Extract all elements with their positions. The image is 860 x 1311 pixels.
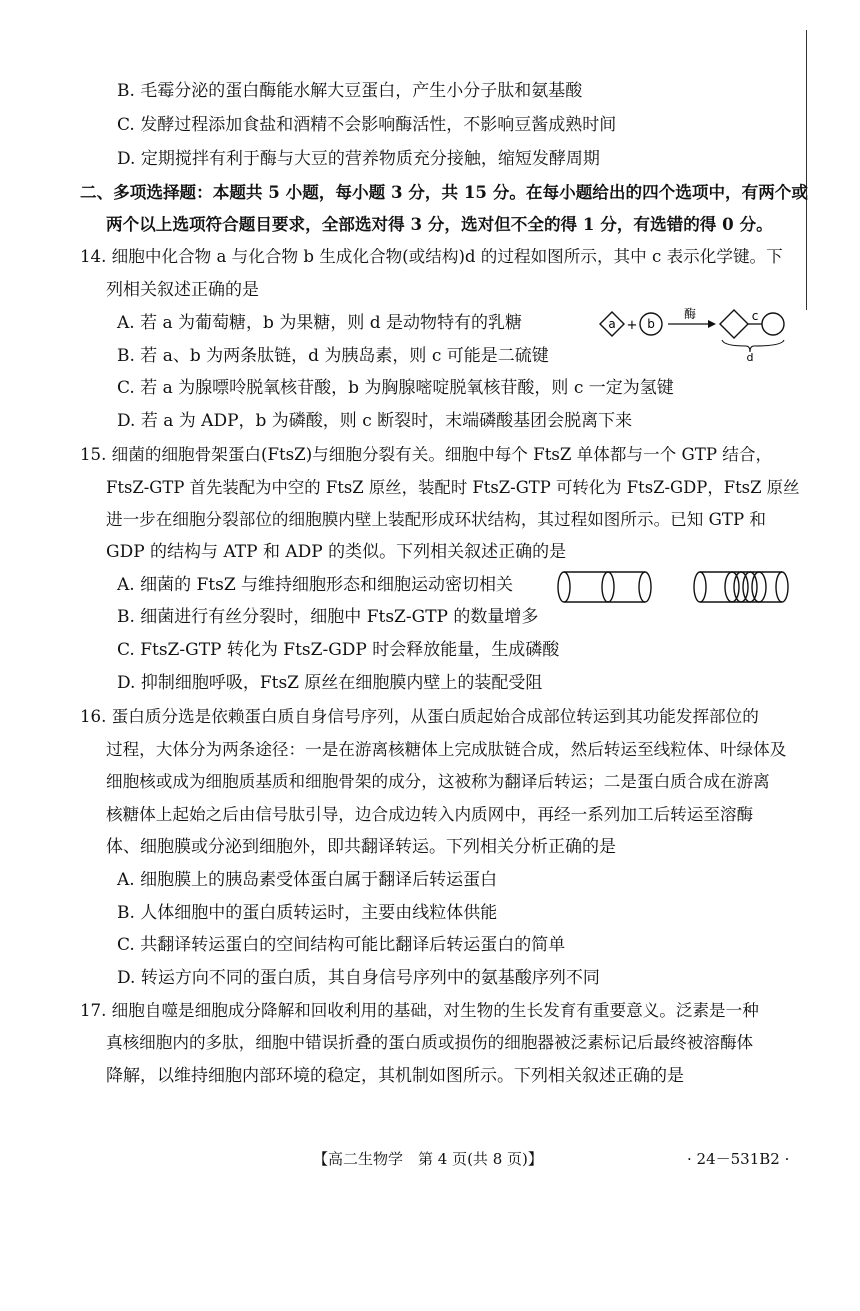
q13-option-d: D. 定期搅拌有利于酶与大豆的营养物质充分接触，缩短发酵周期: [117, 149, 600, 169]
compound-b-label: b: [647, 317, 655, 331]
q15-option-b: B. 细菌进行有丝分裂时，细胞中 FtsZ-GTP 的数量增多: [117, 607, 539, 627]
q15-option-d: D. 抑制细胞呼吸，FtsZ 原丝在细胞膜内壁上的装配受阻: [117, 673, 543, 693]
q14-option-d: D. 若 a 为 ADP，b 为磷酸，则 c 断裂时，末端磷酸基团会脱离下来: [117, 411, 633, 431]
q14-reaction-diagram: [596, 300, 792, 362]
q16-stem-line4: 核糖体上起始之后由信号肽引导，边合成边转入内质网中，再经一系列加工后转运至溶酶: [106, 805, 754, 824]
q17-stem-line3: 降解，以维持细胞内部环境的稳定，其机制如图所示。下列相关叙述正确的是: [106, 1066, 684, 1086]
reaction-arrow-head: [708, 320, 716, 328]
q16-stem-line3: 细胞核或成为细胞质基质和细胞骨架的成分，这被称为翻译后转运；二是蛋白质合成在游离: [106, 772, 770, 791]
q16-stem-line1: 16. 蛋白质分选是依赖蛋白质自身信号序列，从蛋白质起始合成部位转运到其功能发挥部位的: [80, 707, 759, 726]
q14-option-a: A. 若 a 为葡萄糖，b 为果糖，则 d 是动物特有的乳糖: [117, 313, 523, 333]
q17-stem-line1: 17. 细胞自噬是细胞成分降解和回收利用的基础，对生物的生长发育有重要意义。泛素是一种: [80, 1001, 759, 1020]
bond-c-label: c: [751, 309, 759, 323]
q17-stem-line2: 真核细胞内的多肽，细胞中错误折叠的蛋白质或损伤的细胞器被泛素标记后最终被溶酶体: [106, 1033, 754, 1052]
footer-exam-code: · 24－531B2 ·: [687, 1150, 790, 1168]
q14-stem-line2: 列相关叙述正确的是: [106, 280, 259, 300]
q16-stem-line5: 体、细胞膜或分泌到细胞外，即共翻译转运。下列相关分析正确的是: [106, 837, 616, 857]
product-diamond: [720, 310, 748, 338]
section2-heading-line1: 二、多项选择题：本题共 5 小题，每小题 3 分，共 15 分。在每小题给出的四个选项中，有两个或: [80, 182, 808, 202]
q14-option-b: B. 若 a、b 为两条肽链，d 为胰岛素，则 c 可能是二硫键: [117, 346, 549, 366]
ring-structure-cylinder: [694, 572, 788, 602]
product-d-label: d: [746, 351, 754, 362]
q16-option-c: C. 共翻译转运蛋白的空间结构可能比翻译后转运蛋白的简单: [117, 935, 566, 955]
q16-stem-line2: 过程，大体分为两条途径：一是在游离核糖体上完成肽链合成，然后转运至线粒体、叶绿体及: [106, 740, 787, 759]
q15-stem-line4: GDP 的结构与 ATP 和 ADP 的类似。下列相关叙述正确的是: [106, 542, 567, 562]
product-circle: [762, 313, 784, 335]
q13-option-c: C. 发酵过程添加食盐和酒精不会影响酶活性，不影响豆酱成熟时间: [117, 115, 617, 135]
q14-stem-line1: 14. 细胞中化合物 a 与化合物 b 生成化合物(或结构)d 的过程如图所示，其中 c 表示化学键。下: [80, 247, 783, 266]
section2-heading-line2: 两个以上选项符合题目要求，全部选对得 3 分，选对但不全的得 1 分，有选错的得 0 分。: [106, 214, 773, 234]
hollow-filament-cylinder: [558, 572, 651, 602]
q15-stem-line3: 进一步在细胞分裂部位的细胞膜内壁上装配形成环状结构，其过程如图所示。已知 GTP 和: [106, 510, 767, 529]
enzyme-label: 酶: [683, 307, 697, 321]
q13-option-b: B. 毛霉分泌的蛋白酶能水解大豆蛋白，产生小分子肽和氨基酸: [117, 81, 583, 101]
q15-option-a: A. 细菌的 FtsZ 与维持细胞形态和细胞运动密切相关: [117, 575, 514, 595]
plus-sign: +: [626, 318, 638, 333]
q14-option-c: C. 若 a 为腺嘌呤脱氧核苷酸，b 为胸腺嘧啶脱氧核苷酸，则 c 一定为氢键: [117, 378, 674, 398]
footer-page-info: 【高二生物学 第 4 页(共 8 页)】: [313, 1150, 543, 1168]
q15-option-c: C. FtsZ-GTP 转化为 FtsZ-GDP 时会释放能量，生成磷酸: [117, 640, 560, 660]
q15-stem-line2: FtsZ-GTP 首先装配为中空的 FtsZ 原丝，装配时 FtsZ-GTP 可转化为 FtsZ-GDP，FtsZ 原丝: [106, 478, 800, 497]
q15-stem-line1: 15. 细菌的细胞骨架蛋白(FtsZ)与细胞分裂有关。细胞中每个 FtsZ 单体都与一个 GTP 结合，: [80, 445, 773, 464]
q15-ftsz-diagram: [552, 568, 797, 608]
compound-a-label: a: [608, 317, 616, 331]
q16-option-b: B. 人体细胞中的蛋白质转运时，主要由线粒体供能: [117, 903, 498, 923]
scan-edge-line: [806, 30, 807, 310]
q16-option-d: D. 转运方向不同的蛋白质，其自身信号序列中的氨基酸序列不同: [117, 968, 600, 988]
q16-option-a: A. 细胞膜上的胰岛素受体蛋白属于翻译后转运蛋白: [117, 870, 498, 890]
